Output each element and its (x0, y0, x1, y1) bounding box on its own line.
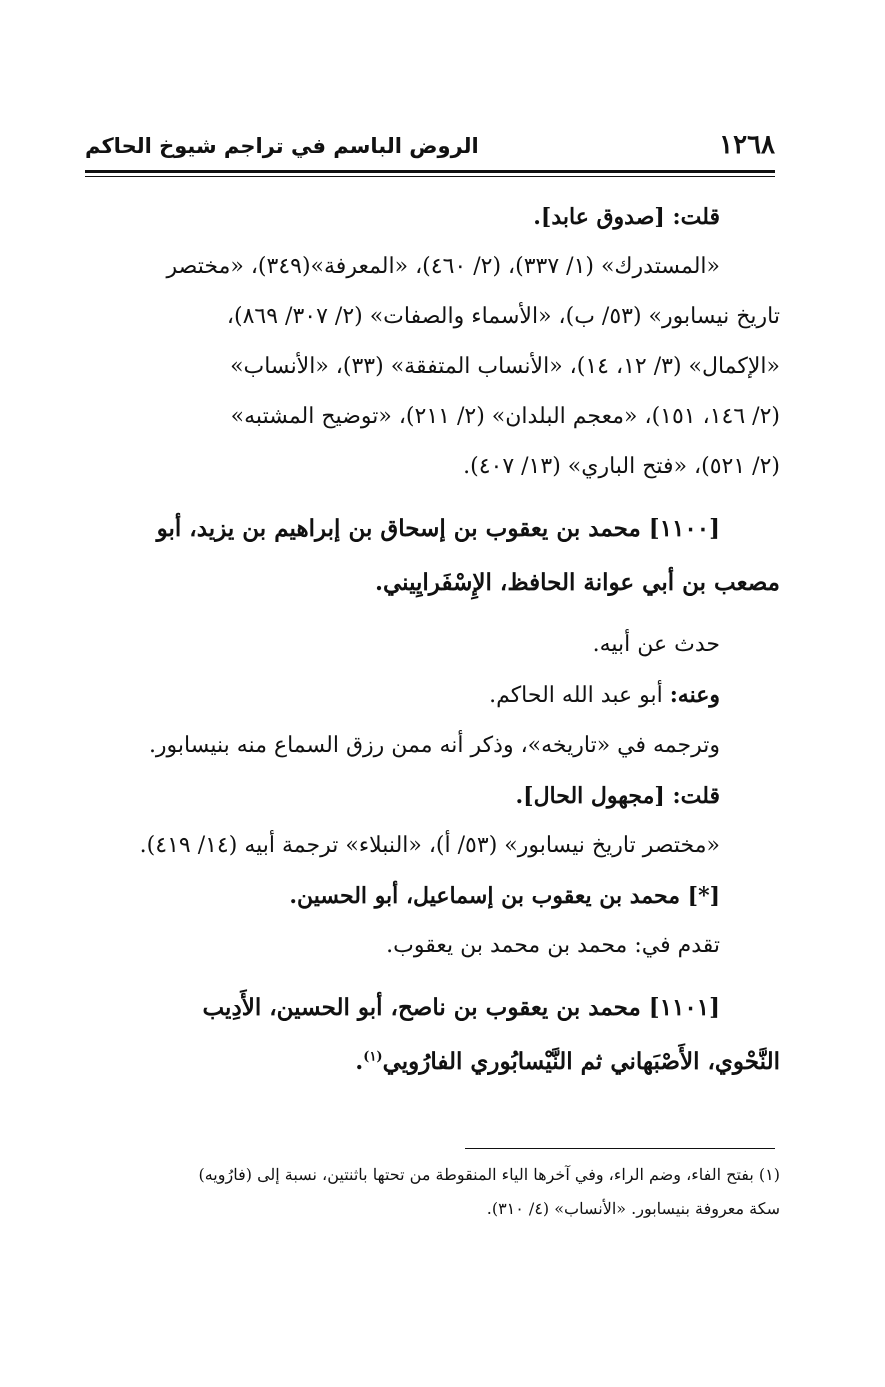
entry-heading-1101-text: النَّحْوي، الأَصْبَهاني ثم النَّيْسابُوري الفارُويي (382, 1048, 780, 1075)
source-line: «مختصر تاريخ نيسابور» (٥٣/ أ)، «النبلاء» ترجمة أبيه (١٤/ ٤١٩). (139, 833, 720, 858)
footnote-marker[interactable]: (١) (363, 1049, 383, 1065)
biography-note-line: وترجمه في «تاريخه»، وذكر أنه ممن رزق السماع منه بنيسابور. (148, 733, 720, 758)
from-him-text: أبو عبد الله الحاكم. (489, 683, 670, 708)
source-line: «الإكمال» (٣/ ١٢، ١٤)، «الأنساب المتفقة» (٣٣)، «الأنساب» (230, 354, 780, 379)
entry-heading-1100-cont: مصعب بن أبي عوانة الحافظ، الإِسْفَرايِيني. (374, 569, 780, 596)
entry-heading-1101: [١١٠١] محمد بن يعقوب بن ناصح، أبو الحسين، الأَدِيب (202, 994, 720, 1021)
running-title: الروض الباسم في تراجم شيوخ الحاكم (85, 134, 479, 158)
narrated-from-line: حدث عن أبيه. (592, 632, 720, 657)
source-line: تاريخ نيسابور» (٥٣/ ب)، «الأسماء والصفات» (٢/ ٣٠٧/ ٨٦٩)، (226, 304, 780, 329)
spacer (80, 492, 780, 502)
from-him-label: وعنه: (669, 682, 720, 708)
header-rule-thin (85, 176, 775, 177)
verdict-line: قلت: [صدوق عابد]. (533, 204, 720, 230)
footnote-line: (١) بفتح الفاء، وضم الراء، وفي آخرها الياء المنقوطة من تحتها باثنتين، نسبة إلى (فارُويه) (198, 1165, 780, 1184)
source-line: «المستدرك» (١/ ٣٣٧)، (٢/ ٤٦٠)، «المعرفة»(٣٤٩)، «مختصر (166, 254, 720, 279)
main-text (80, 192, 780, 1089)
header-rule (85, 170, 775, 173)
entry-heading-1100: [١١٠٠] محمد بن يعقوب بن إسحاق بن إبراهيم بن يزيد، أبو (156, 515, 720, 542)
source-line: (٢/ ١٤٦، ١٥١)، «معجم البلدان» (٢/ ٢١١)، «توضيح المشتبه» (230, 404, 780, 429)
cross-ref-entry: [*] محمد بن يعقوب بن إسماعيل، أبو الحسين. (289, 883, 720, 909)
source-line: (٢/ ٥٢١)، «فتح الباري» (١٣/ ٤٠٧). (463, 454, 780, 479)
spacer (80, 610, 780, 620)
verdict-line: قلت: [مجهول الحال]. (515, 783, 720, 809)
from-him-line (80, 670, 780, 721)
entry-heading-1101-cont (80, 1035, 780, 1089)
page-number: ١٢٦٨ (719, 130, 775, 160)
cross-ref-note: تقدم في: محمد بن محمد بن يعقوب. (386, 933, 720, 958)
footnote-line: سكة معروفة بنيسابور. «الأنساب» (٤/ ٣١٠). (486, 1199, 780, 1218)
entry-heading-1101-end: . (355, 1048, 364, 1075)
footnotes (80, 1158, 780, 1226)
footnote-rule (465, 1148, 775, 1149)
page-header (85, 130, 775, 166)
spacer (80, 971, 780, 981)
